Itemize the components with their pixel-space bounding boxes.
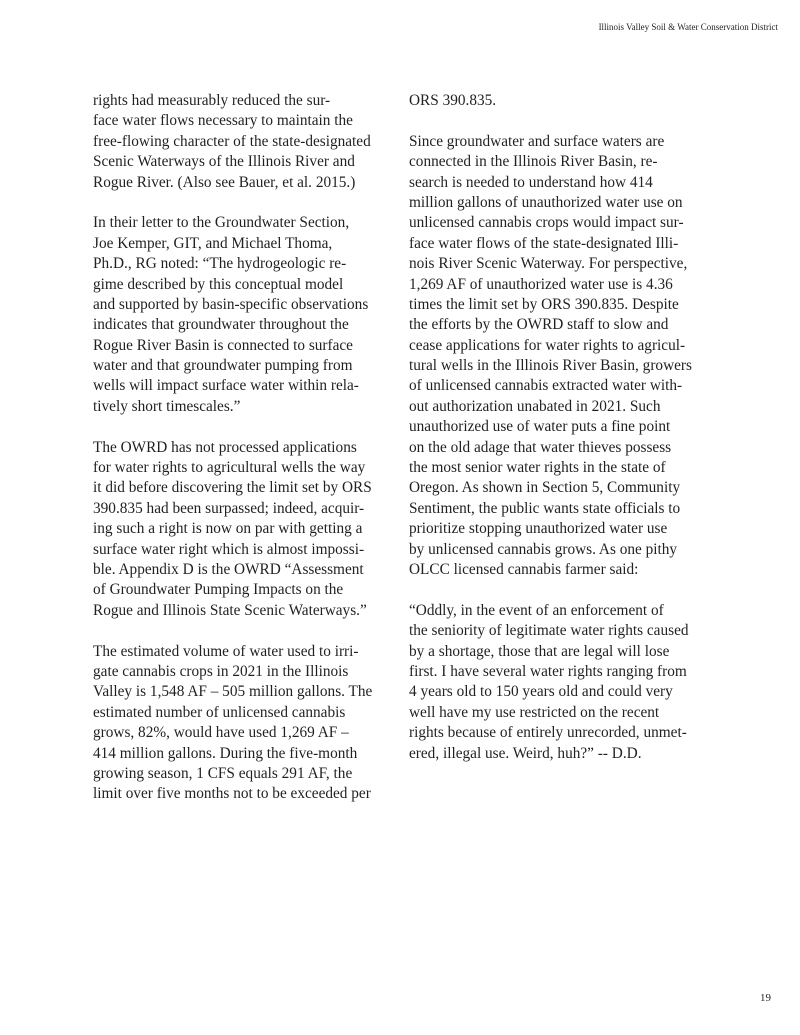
text-line: of Groundwater Pumping Impacts on the [93, 581, 344, 599]
text-line: it did before discovering the limit set by ORS [93, 479, 372, 497]
text-line: by unlicensed cannabis grows. As one pithy [409, 540, 678, 558]
text-line: face water flows necessary to maintain the [93, 112, 353, 130]
text-line: limit over five months not to be exceeded per [93, 785, 371, 803]
text-line: 414 million gallons. During the five-month [93, 744, 358, 762]
text-line: unlicensed cannabis crops would impact sur- [409, 214, 684, 232]
running-header: Illinois Valley Soil & Water Conservation District [598, 22, 778, 32]
text-line: surface water right which is almost impossi- [93, 540, 365, 558]
text-line: The estimated volume of water used to irri- [93, 642, 359, 660]
text-line: prioritize stopping unauthorized water use [409, 520, 668, 538]
text-line: and supported by basin-specific observations [93, 295, 369, 313]
text-line: water and that groundwater pumping from [93, 357, 353, 375]
text-line: The OWRD has not processed applications [93, 438, 357, 456]
text-line: Rogue River Basin is connected to surface [93, 336, 353, 354]
text-line: nois River Scenic Waterway. For perspective, [409, 255, 688, 273]
paragraph [93, 438, 399, 622]
text-line: wells will impact surface water within rela- [93, 377, 359, 395]
text-line: for water rights to agricultural wells the way [93, 459, 366, 477]
text-line: Oregon. As shown in Section 5, Community [409, 479, 681, 497]
text-line: times the limit set by ORS 390.835. Despite [409, 295, 679, 313]
right-column [409, 91, 715, 764]
text-line: on the old adage that water thieves possess [409, 438, 672, 456]
text-line: ered, illegal use. Weird, huh?” -- D.D. [409, 744, 642, 762]
paragraph [93, 642, 399, 805]
text-line: Since groundwater and surface waters are [409, 132, 665, 150]
text-line: estimated number of unlicensed cannabis [93, 703, 346, 721]
quote-paragraph [409, 601, 715, 764]
text-line: of unlicensed cannabis extracted water with- [409, 377, 683, 395]
paragraph [93, 213, 399, 417]
text-line: out authorization unabated in 2021. Such [409, 397, 661, 415]
text-line: gime described by this conceptual model [93, 275, 344, 293]
text-line: gate cannabis crops in 2021 in the Illinois [93, 662, 349, 680]
text-line: tively short timescales.” [93, 397, 241, 415]
text-line: well have my use restricted on the recent [409, 703, 660, 721]
text-line: 4 years old to 150 years old and could very [409, 683, 673, 701]
text-line: “Oddly, in the event of an enforcement of [409, 601, 664, 619]
text-line: Rogue River. (Also see Bauer, et al. 2015.) [93, 173, 356, 191]
text-line: tural wells in the Illinois River Basin, growers [409, 357, 692, 375]
text-line: rights because of entirely unrecorded, unmet- [409, 724, 687, 742]
text-line: growing season, 1 CFS equals 291 AF, the [93, 764, 353, 782]
text-line: 1,269 AF of unauthorized water use is 4.36 [409, 275, 673, 293]
paragraph [93, 91, 399, 193]
text-line: the efforts by the OWRD staff to slow and [409, 316, 669, 334]
text-line: Valley is 1,548 AF – 505 million gallons. The [93, 683, 373, 701]
paragraph [409, 91, 715, 111]
page-number: 19 [760, 992, 771, 1004]
paragraph [409, 132, 715, 581]
text-line: indicates that groundwater throughout the [93, 316, 349, 334]
text-line: ing such a right is now on par with getting a [93, 520, 363, 538]
text-line: cease applications for water rights to agricul- [409, 336, 686, 354]
text-line: 390.835 had been surpassed; indeed, acquir- [93, 499, 365, 517]
text-line: Scenic Waterways of the Illinois River and [93, 153, 355, 171]
text-line: connected in the Illinois River Basin, re- [409, 153, 658, 171]
text-line: unauthorized use of water puts a fine point [409, 418, 671, 436]
text-line: ORS 390.835. [409, 92, 497, 109]
text-line: Joe Kemper, GIT, and Michael Thoma, [93, 234, 333, 252]
text-line: the seniority of legitimate water rights caused [409, 622, 689, 640]
text-line: Rogue and Illinois State Scenic Waterways.” [93, 601, 367, 619]
text-line: rights had measurably reduced the sur- [93, 92, 331, 109]
text-line: grows, 82%, would have used 1,269 AF – [93, 724, 349, 742]
text-line: by a shortage, those that are legal will lose [409, 642, 670, 660]
text-line: free-flowing character of the state-designated [93, 132, 371, 150]
text-line: Ph.D., RG noted: “The hydrogeologic re- [93, 255, 347, 273]
text-line: OLCC licensed cannabis farmer said: [409, 560, 639, 578]
text-line: face water flows of the state-designated Illi- [409, 234, 679, 252]
left-column [93, 91, 399, 805]
text-line: Sentiment, the public wants state officials to [409, 499, 681, 517]
text-line: first. I have several water rights ranging from [409, 662, 687, 680]
text-line: ble. Appendix D is the OWRD “Assessment [93, 560, 364, 578]
text-line: In their letter to the Groundwater Section, [93, 214, 350, 232]
text-line: search is needed to understand how 414 [409, 173, 653, 191]
text-line: million gallons of unauthorized water use on [409, 193, 683, 211]
text-line: the most senior water rights in the state of [409, 459, 666, 477]
